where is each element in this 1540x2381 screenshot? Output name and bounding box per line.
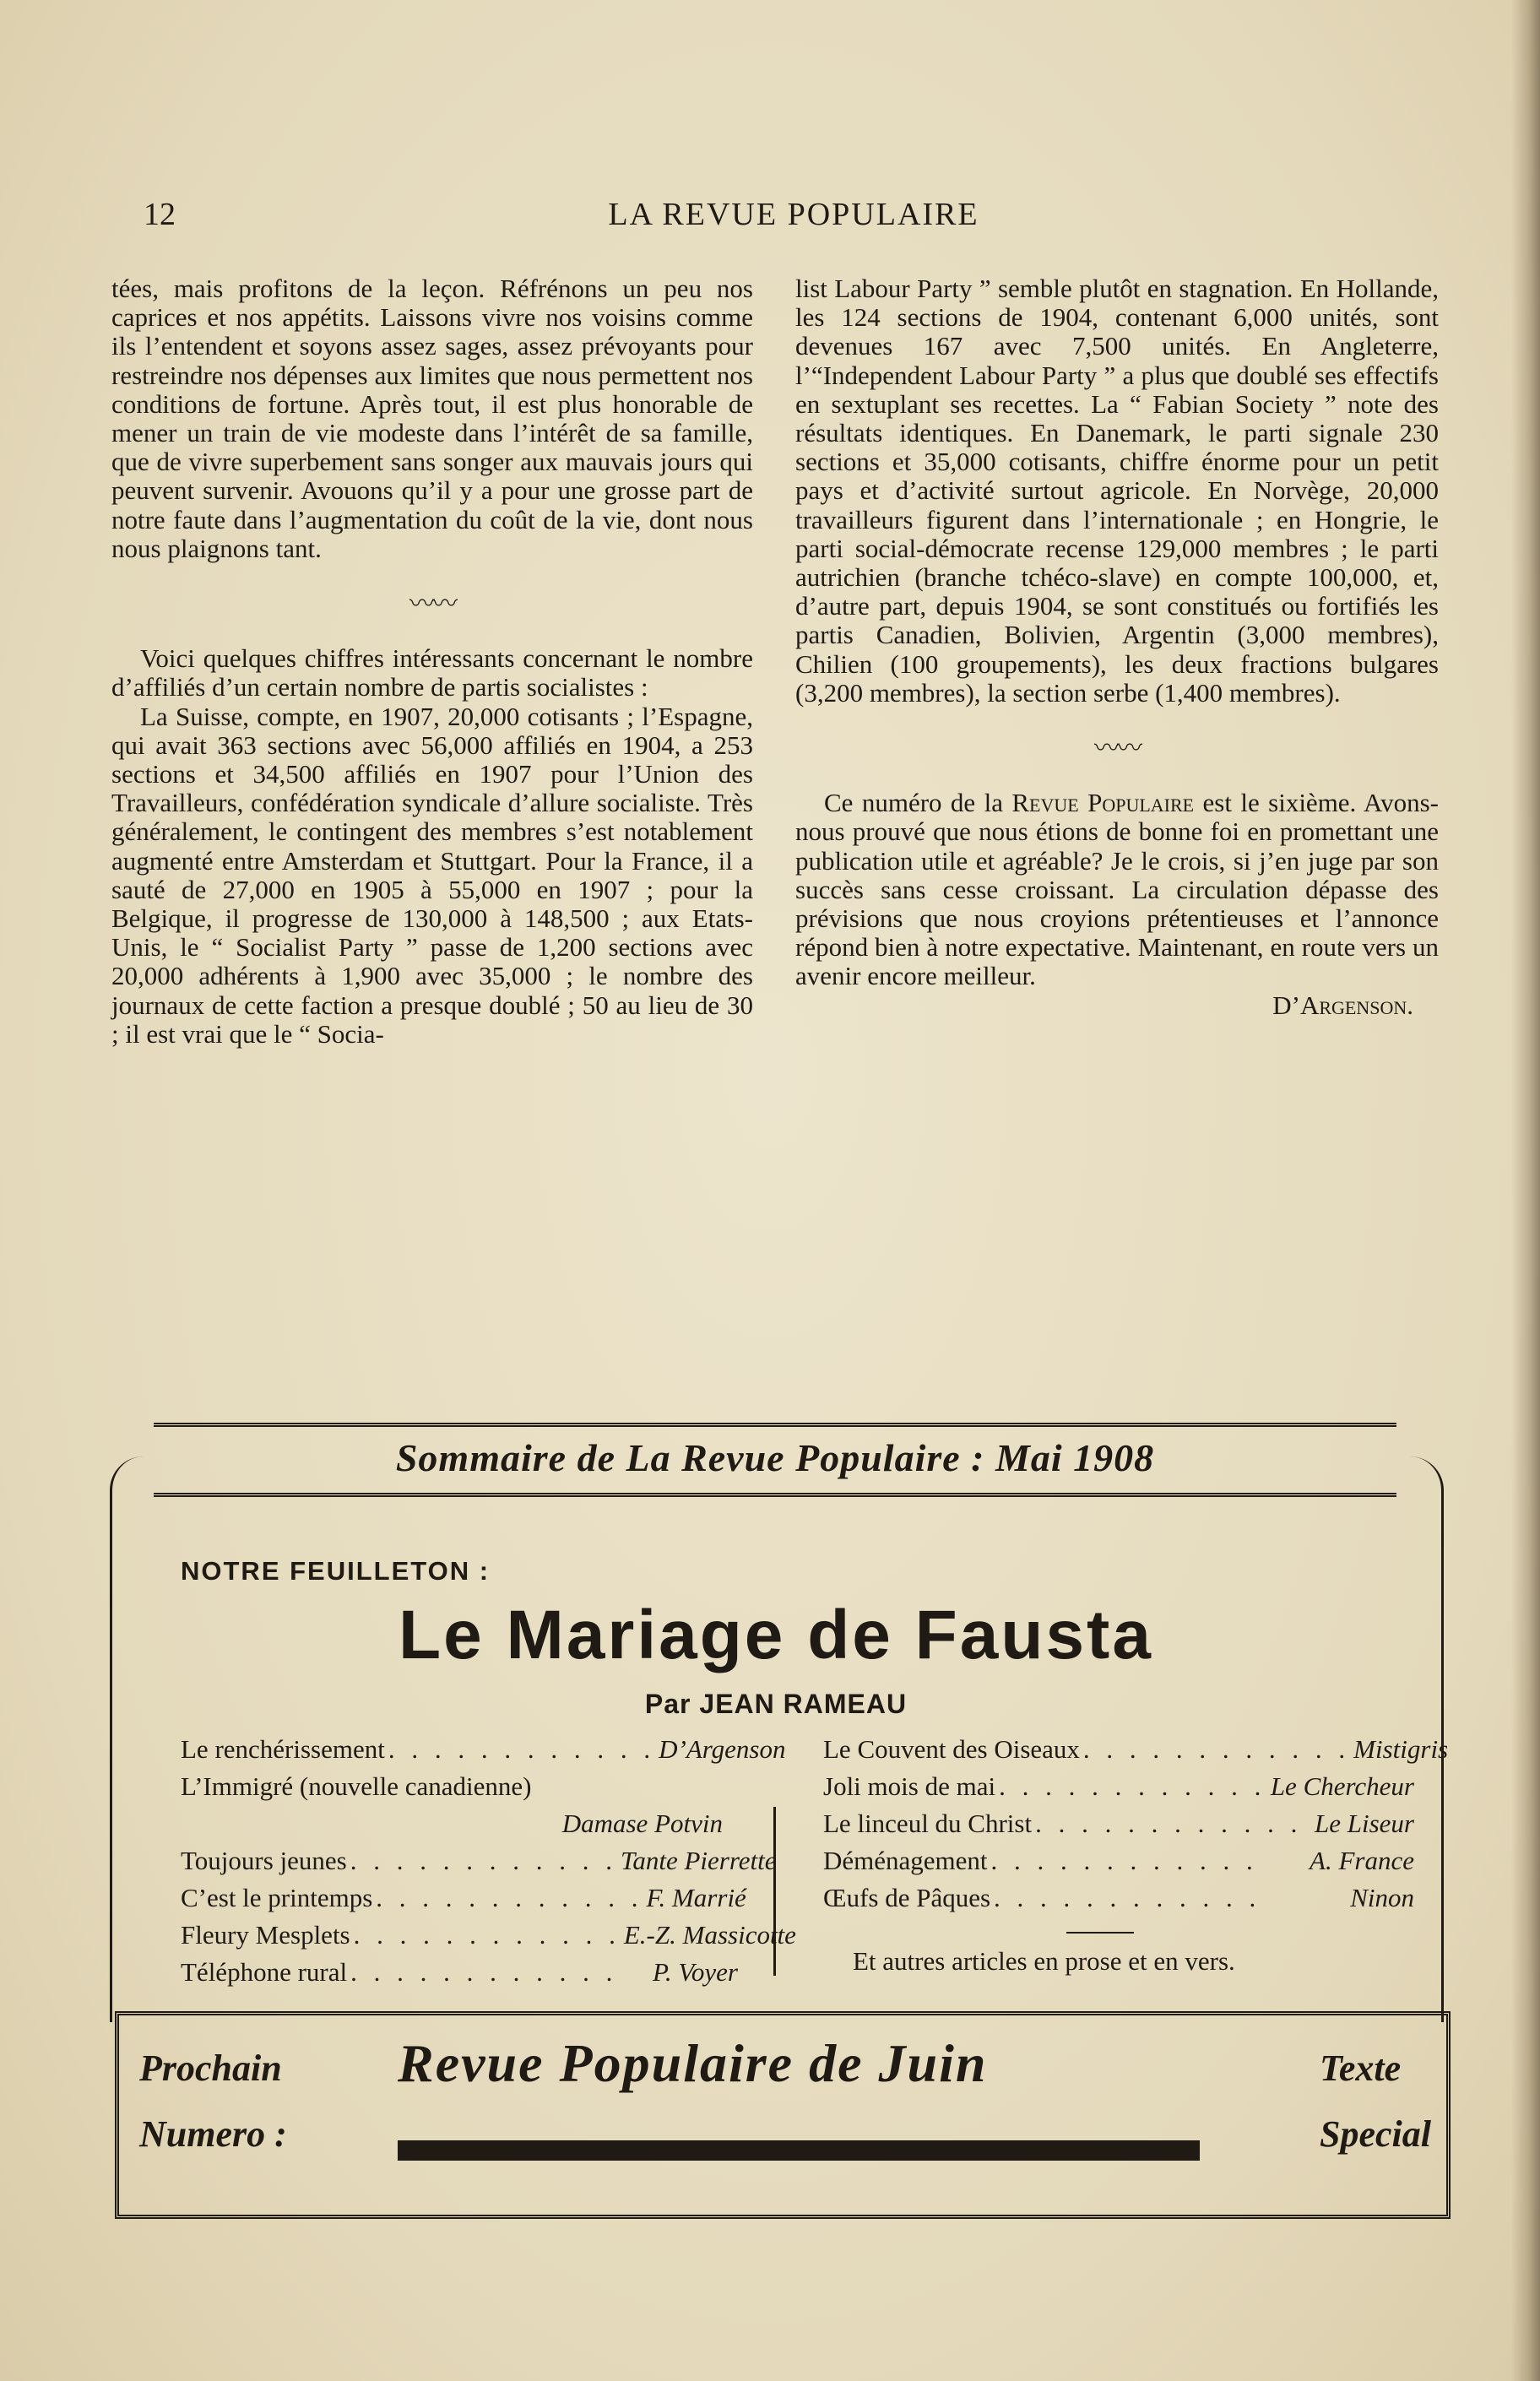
toc-author: A. France <box>1310 1846 1414 1875</box>
column-divider <box>773 1807 783 1976</box>
toc-title: Le renchérissement <box>181 1734 385 1764</box>
texte-label: Texte <box>1320 2047 1402 2089</box>
leader-dots: . . . . . . . . . . . . <box>376 1883 643 1912</box>
toc-author: Ninon <box>1350 1883 1414 1912</box>
leader-dots: . . . . . . . . . . . . <box>350 1846 617 1875</box>
leader-dots: . . . . . . . . . . . . <box>990 1846 1258 1875</box>
other-articles-note: Et autres articles en prose et en vers. <box>853 1946 1235 1976</box>
feuilleton-title: Le Mariage de Fausta <box>399 1597 1153 1673</box>
feuilleton-author: Par JEAN RAMEAU <box>644 1689 908 1719</box>
toc-title: Le Couvent des Oiseaux <box>823 1734 1080 1764</box>
prochain-right <box>1320 2036 1431 2167</box>
toc-author: D’Argenson <box>659 1734 786 1764</box>
right-paragraph-2 <box>795 789 1439 990</box>
leader-dots: . . . . . . . . . . . . <box>994 1883 1261 1912</box>
toc-title: C’est le printemps <box>181 1883 373 1912</box>
toc-entry <box>181 1768 738 1805</box>
text-span: Ce numéro de la <box>824 788 1012 818</box>
toc-entry <box>181 1879 746 1917</box>
toc-author: Tante Pierrette <box>620 1846 777 1875</box>
numero-label: Numero : <box>139 2113 287 2155</box>
special-label: Special <box>1320 2113 1431 2155</box>
toc-entry <box>181 1954 738 1991</box>
toc-left <box>181 1731 796 1991</box>
left-column <box>111 274 753 1049</box>
toc-entry <box>823 1768 1414 1805</box>
left-paragraph-1: tées, mais profitons de la leçon. Réfrénons un peu nos caprices et nos appétits. Laissons vivre nos voisins comme ils l’entendent et soyons assez sages, assez prévoyants pour restreindre nos dépenses aux limites que nous permettent nos conditions de fortune. Après tout, il est plus honorable de mener un train de vie modeste dans l’intérêt de sa famille, que de vivre superbement sans songer aux mauvais jours qui peuvent survenir. Avouons qu’il y a pour une grosse part de notre faute dans l’augmentation du coût de la vie, dont nous nous plaignons tant. <box>111 274 753 563</box>
right-column <box>795 274 1439 1020</box>
toc-author: Mistigris <box>1353 1734 1449 1764</box>
toc-title: Joli mois de mai <box>823 1771 996 1801</box>
black-rule <box>398 2140 1200 2161</box>
toc-title: Déménagement <box>823 1846 988 1875</box>
toc-entry <box>181 1731 786 1768</box>
right-paragraph-1: list Labour Party ” semble plutôt en stagnation. En Hollande, les 124 sections de 1904, contenant 6,000 unités, sont devenues 167 avec 7,500 unités. En Angleterre, l’“Independent Labour Party ” a plus que doublé ses effectifs en sextuplant ses recettes. La “ Fabian Society ” note des résultats identiques. En Danemark, le parti signale 230 sections et 35,000 cotisants, chiffre énorme pour un petit pays et d’activité surtout agricole. En Norvège, 20,000 travailleurs figurent dans l’internationale ; en Hongrie, le parti social-démocrate recense 129,000 membres ; le parti autrichien (branche tchéco-slave) en compte 100,000, et, d’autre part, depuis 1904, se sont constitués ou fortifiés les partis Canadien, Bolivien, Argentin (3,000 membres), Chilien (100 groupements), les deux fractions bulgares (3,200 membres), la section serbe (1,400 membres). <box>795 274 1439 708</box>
toc-author: Le Liseur <box>1315 1809 1414 1838</box>
page-edge-shadow <box>1511 0 1540 2381</box>
toc-author: F. Marrié <box>646 1883 746 1912</box>
toc-title: Le linceul du Christ <box>823 1809 1033 1838</box>
toc-entry <box>823 1842 1414 1879</box>
leader-dots: . . . . . . . . . . . . <box>353 1920 621 1950</box>
running-header <box>144 196 1444 238</box>
toc-right <box>823 1731 1449 1917</box>
sommaire-title: Sommaire de La Revue Populaire : Mai 1908 <box>395 1436 1155 1479</box>
toc-entry <box>823 1731 1449 1768</box>
short-rule <box>1066 1932 1134 1934</box>
leader-dots: . . . . . . . . . . . . <box>388 1734 656 1764</box>
toc-title: Toujours jeunes <box>181 1846 347 1875</box>
toc-author: Le Chercheur <box>1270 1771 1414 1801</box>
prochain-label: Prochain <box>139 2047 282 2089</box>
left-paragraph-2: Voici quelques chiffres intéressants concernant le nombre d’affiliés d’un certain nombre de partis socialistes : <box>111 643 753 702</box>
signature: D’Argenson. <box>1272 990 1413 1020</box>
toc-title: Œufs de Pâques <box>823 1883 991 1912</box>
toc-title: Téléphone rural <box>181 1957 348 1987</box>
prochain-numero-box <box>115 2011 1451 2219</box>
leader-dots: . . . . . . . . . . . . <box>350 1957 618 1987</box>
toc-author: P. Voyer <box>652 1957 738 1987</box>
ornament-divider: 〰〰 <box>409 590 455 619</box>
leader-dots: . . . . . . . . . . . . <box>1035 1809 1303 1838</box>
toc-entry <box>823 1879 1414 1917</box>
leader-dots: . . . . . . . . . . . . <box>1082 1734 1351 1764</box>
toc-author: E.-Z. Massicotte <box>623 1920 796 1950</box>
toc-title: L’Immigré (nouvelle canadienne) <box>181 1771 532 1801</box>
toc-title: Fleury Mesplets <box>181 1920 350 1950</box>
feuilleton-label: NOTRE FEUILLETON : <box>181 1556 491 1586</box>
ornament-divider: 〰〰 <box>1094 735 1140 763</box>
text-span: est le sixième. Avons-nous prouvé que nous étions de bonne foi en promettant une publication utile et agréable? Je le crois, si j’en juge par son succès sans cesse croissant. La circulation dépasse des prévisions que nous croyions prétentieuses et l’annonce répond bien à notre expectative. Maintenant, en route vers un avenir encore meilleur. <box>795 788 1439 991</box>
prochain-left <box>139 2036 287 2167</box>
toc-entry <box>823 1805 1414 1842</box>
toc-entry <box>181 1917 796 1954</box>
journal-title: LA REVUE POPULAIRE <box>608 197 979 232</box>
toc-entry <box>181 1842 777 1879</box>
left-paragraph-3: La Suisse, compte, en 1907, 20,000 cotisants ; l’Espagne, qui avait 363 sections avec 56,000 affiliés en 1904, a 253 sections et 34,500 affiliés en 1907 pour l’Union des Travailleurs, confédération syndicale d’allure socialiste. Très généralement, le contingent des membres s’est notablement augmenté entre Amsterdam et Stuttgart. Pour la France, il a sauté de 27,000 en 1905 à 55,000 en 1907 ; pour la Belgique, il progresse de 130,000 à 148,500 ; aux Etats-Unis, le “ Socialist Party ” passe de 1,200 sections avec 20,000 adhérents à 1,900 avec 35,000 ; le nombre des journaux de cette faction a presque doublé ; 50 au lieu de 30 ; il est vrai que le “ Socia- <box>111 701 753 1049</box>
page-number: 12 <box>144 197 176 232</box>
journal-name-smallcaps: Revue Populaire <box>1011 788 1195 818</box>
prochain-title: Revue Populaire de Juin <box>398 2033 988 2093</box>
leader-dots: . . . . . . . . . . . . <box>999 1771 1266 1801</box>
sommaire-banner <box>154 1423 1396 1497</box>
toc-author-continued: Damase Potvin <box>561 1809 723 1838</box>
sommaire-box <box>110 1423 1449 2022</box>
